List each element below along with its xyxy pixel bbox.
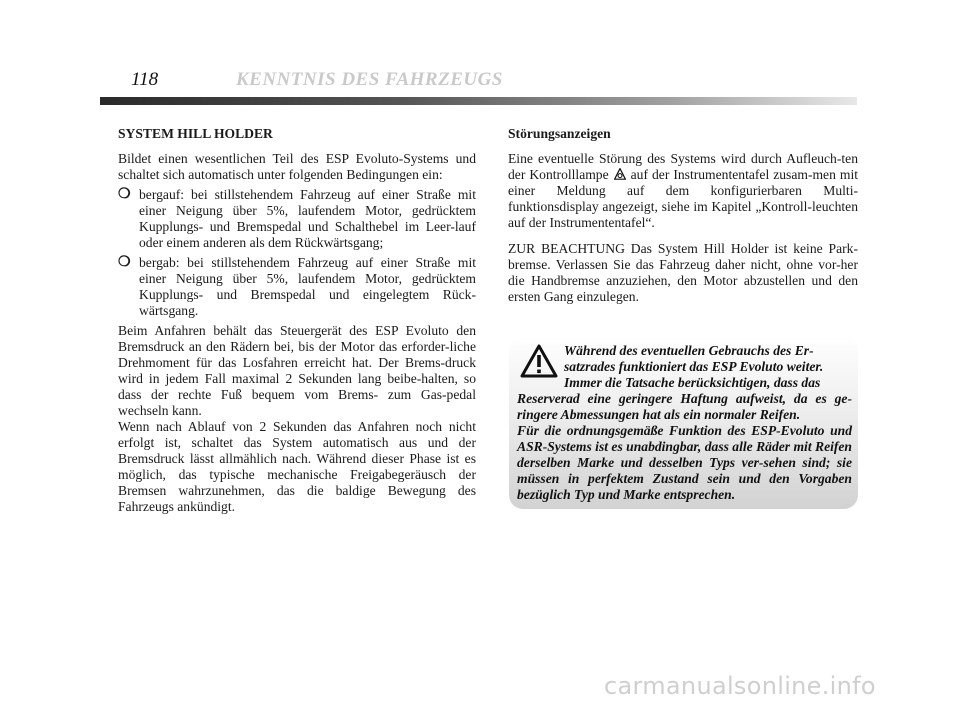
paragraph-anfahren: Beim Anfahren behält das Steuergerät des ESP Evoluto den Bremsdruck an den Rädern bei, bis der Motor das erforder-liche Drehmoment für das Losfahren erreicht hat. Der Brems-druck wird in jedem Fall maximal 2 Sekunden lang beibe-halten, so dass der rechte Fuß bequem vom Brems- zum Gas-pedal wechseln kann. <box>118 323 476 418</box>
paragraph-beachtung: ZUR BEACHTUNG Das System Hill Holder ist keine Park-bremse. Verlassen Sie das Fahrzeug daher nicht, ohne vor-her die Handbremse anzuziehen, den Motor abzustellen und den ersten Gang einzulegen. <box>508 241 858 304</box>
header-divider <box>100 97 857 105</box>
warning-paragraph-2: Für die ordnungsgemäße Funktion des ESP-Evoluto und ASR-Systems ist es unabdingbar, dass alle Räder mit Reifen derselben Marke und desselben Typs ver-sehen sind; sie müssen in perfektem Zustand sein und den Vorgaben bezüglich Typ und Marke entsprechen. <box>517 423 852 502</box>
section-heading-hill-holder: SYSTEM HILL HOLDER <box>118 126 273 141</box>
list-item <box>118 255 476 319</box>
paragraph-ablauf: Wenn nach Ablauf von 2 Sekunden das Anfahren noch nicht erfolgt ist, schaltet das System automatisch aus und der Bremsdruck lässt allmählich nach. Während dieser Phase ist es möglich, das typische mechanische Freigabegeräusch der Bremsen wahrzunehmen, das die baldige Bewegung des Fahrzeugs ankündigt. <box>118 419 476 514</box>
paragraph-stoerung-text-b: auf der Instrumententafel zusam-men mit einer Meldung auf dem konfigurierbaren Multi-funktionsdisplay angezeigt, siehe im Kapitel „Kontroll-leuchten auf der Instrumententafel“. <box>508 167 858 230</box>
warning-line-3: Immer die Tatsache berücksichtigen, dass das <box>564 375 821 390</box>
warning-text <box>517 343 852 503</box>
list-item <box>118 187 476 251</box>
page-number: 118 <box>131 69 159 90</box>
warning-line-1: Während des eventuellen Gebrauchs des Er- <box>564 343 814 358</box>
list-item-text: bergab: bei stillstehendem Fahrzeug auf einer Straße mit einer Neigung über 5%, laufendem Motor, gedrücktem Kupplungs- und Bremspedal und eingelegtem Rück-wärtsgang. <box>139 255 476 318</box>
list-item-text: bergauf: bei stillstehendem Fahrzeug auf einer Straße mit einer Neigung über 5%, laufendem Motor, gedrücktem Kupplungs- und Bremspedal und Schalthebel im Leer-lauf oder einem anderen als dem Rückwärtsgang; <box>139 187 476 250</box>
left-column <box>118 126 476 515</box>
bullet-circle-icon: ❍ <box>118 187 131 202</box>
section-heading-stoerungsanzeigen: Störungsanzeigen <box>508 126 611 141</box>
paragraph-stoerung-text-a: Eine eventuelle Störung des Systems wird durch Aufleuch-ten der Kontrolllampe <box>508 151 858 182</box>
bullet-circle-icon: ❍ <box>118 255 131 270</box>
warning-line-2: satzrades funktioniert das ESP Evoluto weiter. <box>564 359 824 374</box>
chapter-title: KENNTNIS DES FAHRZEUGS <box>236 69 503 90</box>
intro-paragraph: Bildet einen wesentlichen Teil des ESP Evoluto-Systems und schaltet sich automatisch unter folgenden Bedingungen ein: <box>118 151 476 182</box>
paragraph-stoerung <box>508 151 858 231</box>
warning-paragraph-1: Reserverad eine geringere Haftung aufweist, da es ge-ringere Abmessungen hat als ein normaler Reifen. <box>517 391 852 422</box>
right-column <box>508 126 858 305</box>
watermark: carmanualsonline.info <box>604 672 876 700</box>
esp-warning-lamp-icon <box>614 168 626 180</box>
